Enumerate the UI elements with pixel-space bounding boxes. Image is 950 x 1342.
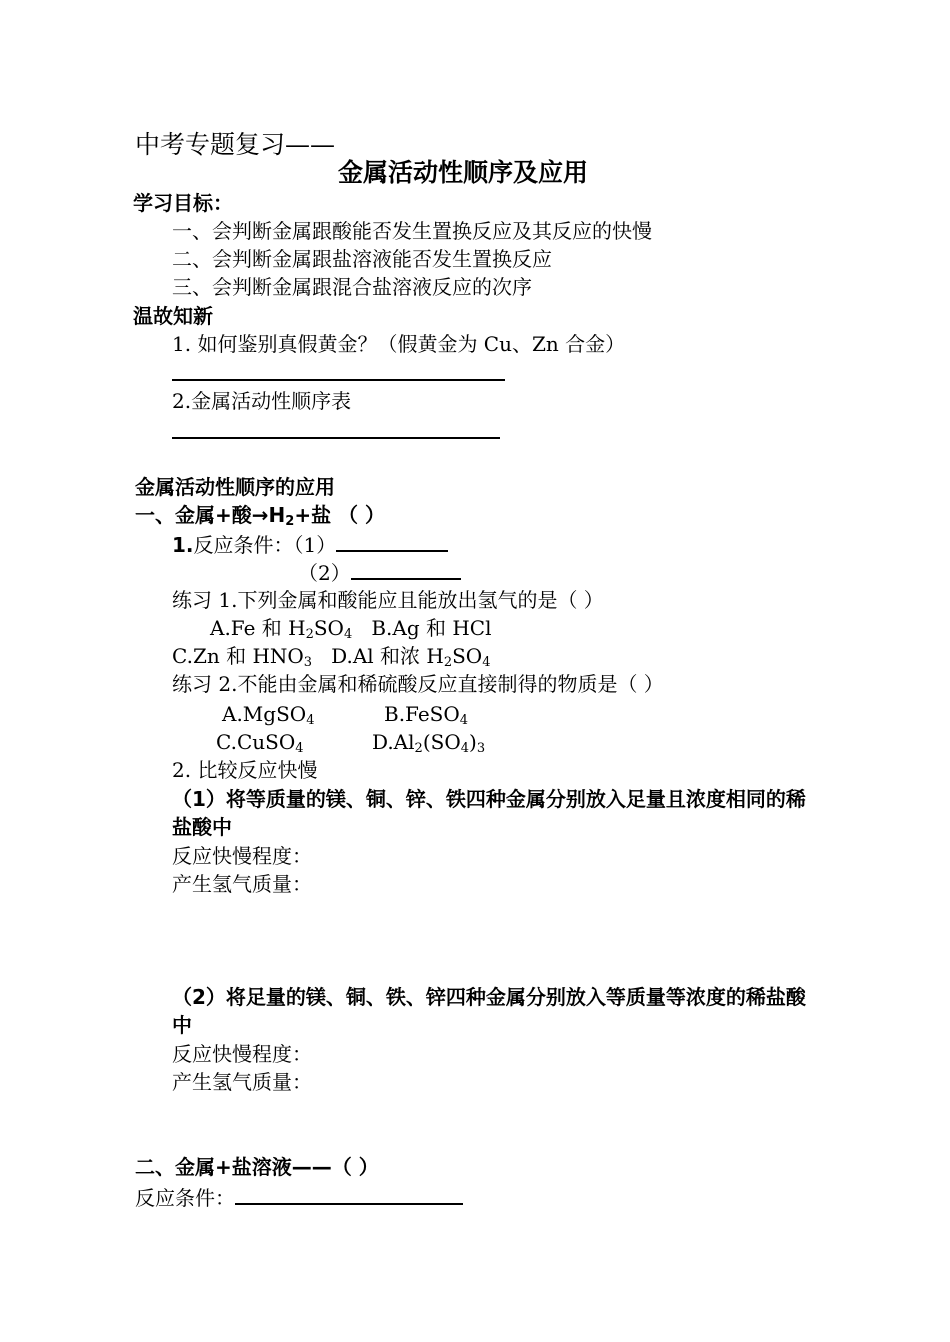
problem-1-cont: 盐酸中: [172, 815, 232, 839]
section-2-condition: 反应条件：: [135, 1183, 463, 1211]
rate-label: 反应快慢程度：: [172, 1042, 312, 1066]
problem-2: （2）将足量的镁、铜、铁、锌四种金属分别放入等质量等浓度的稀盐酸: [172, 985, 806, 1009]
exercise-2-option-a: A.MgSO$_4$: [222, 702, 315, 728]
page-title: 金属活动性顺序及应用: [338, 158, 589, 187]
problem-2-cont: 中: [172, 1013, 192, 1037]
section-1-heading: 一、金属+酸$\to H_2+$盐 （ ）: [135, 503, 385, 529]
exercise-2-option-c: C.CuSO$_4$: [216, 730, 304, 756]
mass-label: 产生氢气质量：: [172, 872, 312, 896]
compare-heading: 2. 比较反应快慢: [172, 758, 318, 782]
reaction-condition-1: 1.反应条件：（1）: [172, 530, 448, 558]
answer-line: [172, 437, 500, 439]
fill-blank: [351, 558, 461, 580]
exercise-1-options-ab: A.Fe 和 $H_2SO_4$ B.Ag 和 HCl: [210, 616, 492, 642]
reaction-condition-2: （2）: [298, 558, 461, 586]
goal-item: 二、会判断金属跟盐溶液能否发生置换反应: [172, 247, 552, 271]
kicker-text: 中考专题复习——: [135, 130, 336, 159]
goal-item: 三、会判断金属跟混合盐溶液反应的次序: [172, 275, 532, 299]
answer-line: [172, 379, 505, 381]
exercise-2-option-d: $D.Al_2(SO_4)_3$: [372, 730, 486, 756]
review-question-1: 1. 如何鉴别真假黄金？（假黄金为 Cu、Zn 合金）: [172, 332, 626, 356]
exercise-2-option-b: B.FeSO$_4$: [384, 702, 469, 728]
goals-heading: 学习目标：: [133, 191, 233, 215]
goal-item: 一、会判断金属跟酸能否发生置换反应及其反应的快慢: [172, 219, 652, 243]
review-heading: 温故知新: [133, 304, 213, 328]
exercise-2: 练习 2.不能由金属和稀硫酸反应直接制得的物质是（ ）: [172, 672, 664, 696]
review-question-2: 2.金属活动性顺序表: [172, 389, 352, 413]
fill-blank: [235, 1183, 463, 1205]
section-heading: 金属活动性顺序的应用: [135, 475, 335, 499]
rate-label: 反应快慢程度：: [172, 844, 312, 868]
exercise-1: 练习 1.下列金属和酸能应且能放出氢气的是（ ）: [172, 588, 604, 612]
fill-blank: [336, 530, 448, 552]
exercise-1-options-cd: C.Zn 和 $HNO_3$ D.Al 和浓 $H_2SO_4$: [172, 644, 491, 670]
problem-1: （1）将等质量的镁、铜、锌、铁四种金属分别放入足量且浓度相同的稀: [172, 787, 806, 811]
section-2-heading: 二、金属+盐溶液——（ ）: [135, 1155, 379, 1179]
mass-label: 产生氢气质量：: [172, 1070, 312, 1094]
